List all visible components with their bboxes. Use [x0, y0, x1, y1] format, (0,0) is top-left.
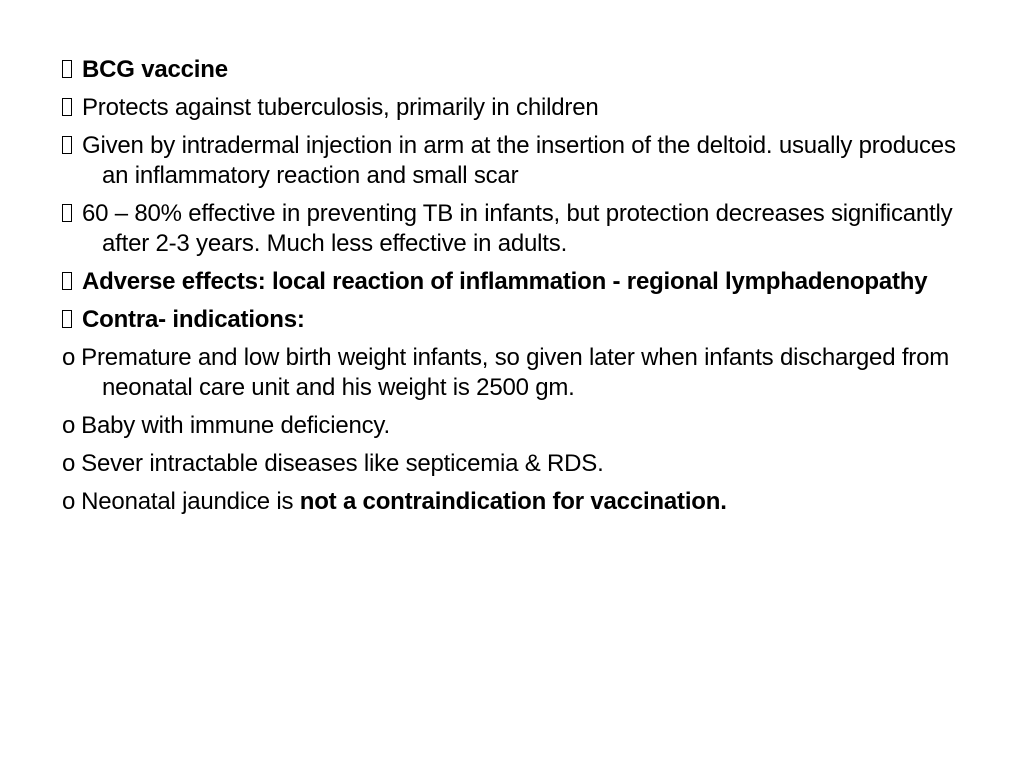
circle-bullet-icon: o [62, 488, 76, 515]
circle-bullet-icon: o [62, 450, 76, 477]
list-item-effectiveness [62, 199, 982, 259]
list-item-neonatal-jaundice [62, 487, 982, 517]
list-item-text: Neonatal jaundice is [81, 488, 300, 515]
list-item-contra-indications [62, 305, 982, 335]
list-item-text: BCG vaccine [82, 56, 228, 83]
list-item-premature [62, 343, 982, 403]
list-item-text: 60 – 80% effective in preventing TB in infants, but protection decreases significantly after 2-3 years. Much less effective in adults. [82, 200, 953, 257]
list-item-text: Contra- indications: [82, 306, 305, 333]
box-bullet-icon [62, 272, 72, 290]
list-item-text: Given by intradermal injection in arm at the insertion of the deltoid. usually produces an inflammatory reaction and small scar [82, 132, 956, 189]
list-item-given-by [62, 131, 982, 191]
box-bullet-icon [62, 60, 72, 78]
box-bullet-icon [62, 136, 72, 154]
list-item-text: Protects against tuberculosis, primarily in children [82, 94, 599, 121]
circle-bullet-icon: o [62, 412, 76, 439]
list-item-text: Adverse effects: local reaction of inflammation - regional lymphadenopathy [82, 268, 928, 295]
box-bullet-icon [62, 204, 72, 222]
circle-bullet-icon: o [62, 344, 76, 371]
list-item-intractable-diseases [62, 449, 982, 479]
box-bullet-icon [62, 310, 72, 328]
box-bullet-icon [62, 98, 72, 116]
list-item-text: Sever intractable diseases like septicemia & RDS. [81, 450, 604, 477]
list-item-protects [62, 93, 982, 123]
list-item-adverse-effects [62, 267, 982, 297]
list-item-immune-deficiency [62, 411, 982, 441]
list-item-text: Baby with immune deficiency. [81, 412, 390, 439]
list-item-text: Premature and low birth weight infants, so given later when infants discharged from neonatal care unit and his weight is 2500 gm. [81, 344, 950, 401]
list-item-bold-text: not a contraindication for vaccination. [299, 488, 727, 515]
bullet-list [62, 55, 982, 525]
list-item-bcg-vaccine [62, 55, 982, 85]
